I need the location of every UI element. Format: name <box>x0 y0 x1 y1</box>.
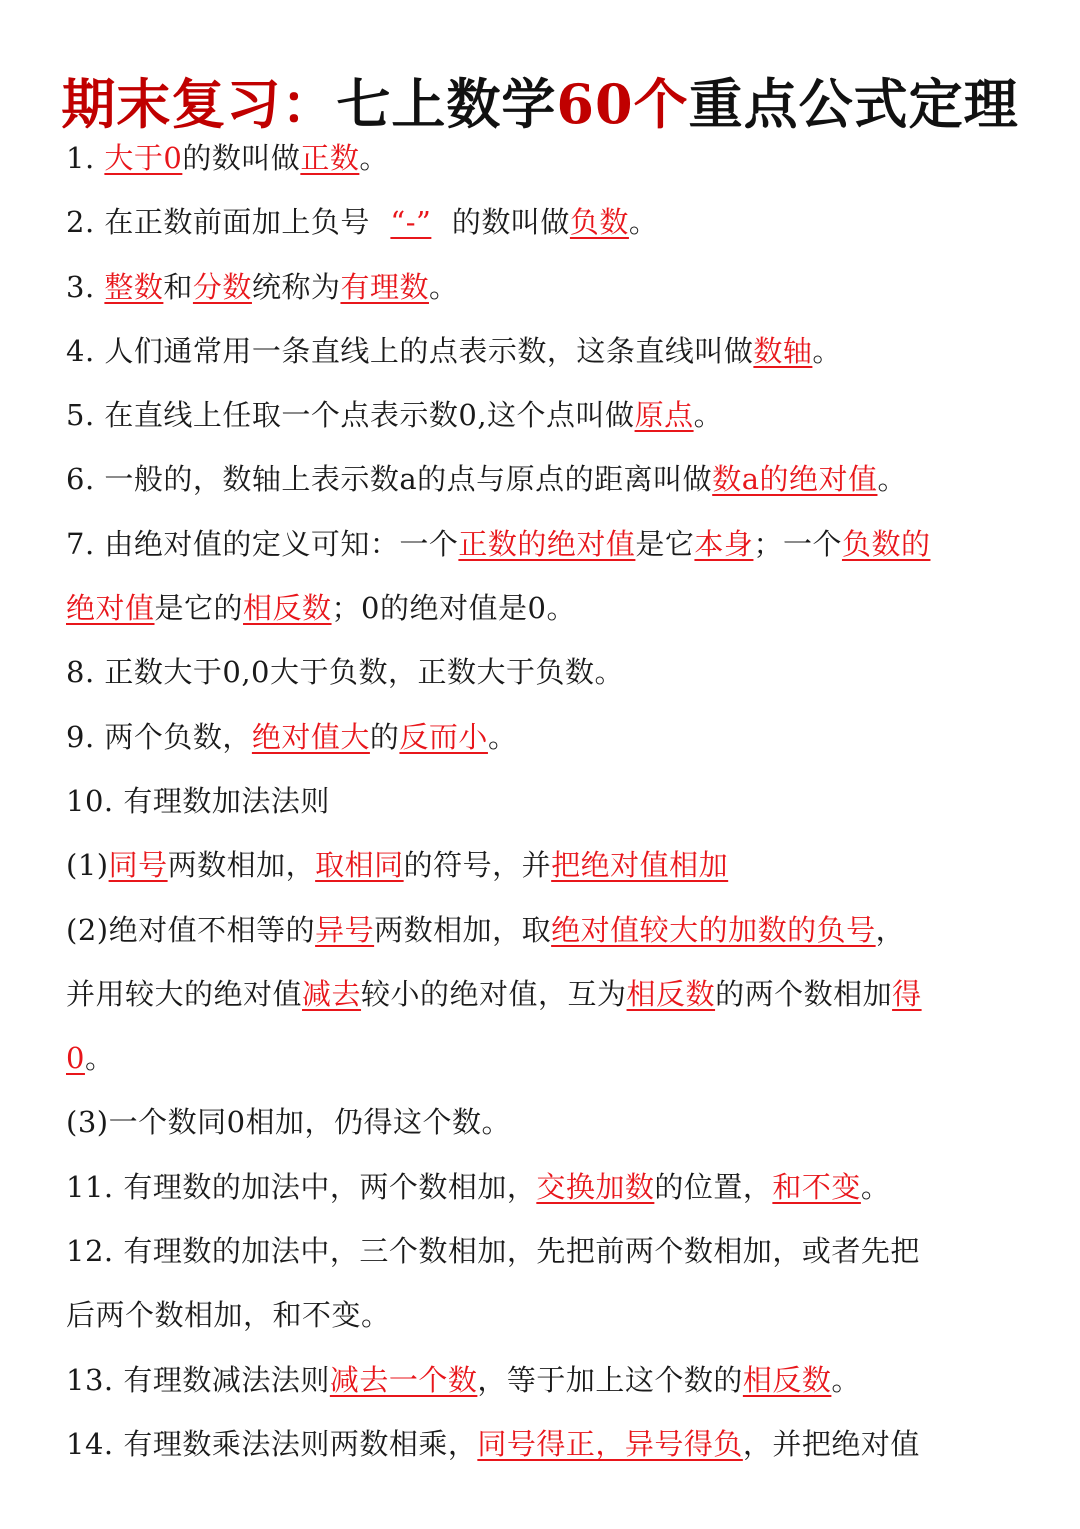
line-text: 。 <box>359 141 389 175</box>
line-text: 。 <box>860 1169 891 1204</box>
title-prefix: 期末复习： <box>61 72 337 136</box>
highlighted-term: 得 <box>892 976 922 1011</box>
text-line <box>66 1412 1026 1476</box>
highlighted-term: 分数 <box>192 269 252 304</box>
line-text: 6. 一般的，数轴上表示数a的点与原点的距离叫做 <box>66 462 713 497</box>
line-text: 是它 <box>635 526 695 561</box>
highlighted-term: “-” <box>390 205 432 240</box>
text-line <box>66 898 1026 962</box>
highlighted-term: 有理数 <box>340 269 429 304</box>
title-count: 60个 <box>556 72 689 136</box>
text-line <box>66 833 1026 897</box>
text-line <box>66 512 1026 576</box>
highlighted-term: 数轴 <box>753 333 813 368</box>
line-text: ，并把绝对值 <box>742 1426 920 1461</box>
title-suffix: 重点公式定理 <box>688 72 1019 136</box>
highlighted-term: 取相同 <box>315 848 404 883</box>
highlighted-term: 负数 <box>569 205 629 240</box>
line-text: 是它的 <box>154 591 244 626</box>
title-subject: 七上数学 <box>336 72 557 136</box>
text-line <box>66 1026 1026 1090</box>
formula-list <box>66 126 1026 1476</box>
highlighted-term: 原点 <box>634 398 694 433</box>
highlighted-term: 0 <box>66 1041 85 1076</box>
text-line <box>66 126 1026 190</box>
highlighted-term: 大于0 <box>104 141 183 175</box>
highlighted-term: 减去 <box>302 976 362 1011</box>
text-line <box>66 190 1026 254</box>
line-text: 。 <box>428 269 459 304</box>
line-text: 13. 有理数减法法则 <box>66 1362 330 1397</box>
line-text: 的位置， <box>654 1169 773 1204</box>
highlighted-term: 异号 <box>315 912 375 947</box>
line-text: 4. 人们通常用一条直线上的点表示数，这条直线叫做 <box>66 333 754 368</box>
text-line <box>66 962 1026 1026</box>
line-text: 9. 两个负数， <box>66 719 252 754</box>
text-line <box>66 640 1026 704</box>
highlighted-term: 相反数 <box>626 976 716 1011</box>
highlighted-term: 整数 <box>104 269 164 304</box>
text-line <box>66 447 1026 511</box>
highlighted-term: 减去一个数 <box>329 1362 478 1397</box>
line-text: 统称为 <box>251 269 341 304</box>
highlighted-term: 同号得正，异号得负 <box>477 1426 743 1461</box>
line-text: 1. <box>66 141 105 175</box>
line-text: 11. 有理数的加法中，两个数相加， <box>66 1169 537 1204</box>
highlighted-term: 相反数 <box>243 591 332 626</box>
line-text: 10. 有理数加法法则 <box>66 783 330 818</box>
highlighted-term: 同号 <box>108 848 168 883</box>
line-text: 8. 正数大于0,0大于负数，正数大于负数。 <box>66 655 625 690</box>
line-text: ；0的绝对值是0。 <box>331 591 576 626</box>
highlighted-term: 正数的绝对值 <box>458 526 636 561</box>
line-text: ；一个 <box>753 526 842 561</box>
text-line <box>66 1348 1026 1412</box>
text-line <box>66 1219 1026 1283</box>
highlighted-term: 绝对值较大的加数的负号 <box>551 912 876 947</box>
line-text: 。 <box>628 205 659 240</box>
highlighted-term: 和不变 <box>772 1169 861 1204</box>
line-text: 7. 由绝对值的定义可知：一个 <box>66 526 459 561</box>
highlighted-term: 数a的绝对值 <box>712 462 878 497</box>
text-line <box>66 705 1026 769</box>
text-line <box>66 383 1026 447</box>
line-text: ， <box>875 912 906 947</box>
line-text: 12. 有理数的加法中，三个数相加，先把前两个数相加，或者先把 <box>66 1234 920 1269</box>
line-text: 。 <box>487 719 518 754</box>
line-text: 的数叫做 <box>182 141 301 175</box>
line-text: 。 <box>877 462 907 497</box>
text-line <box>66 319 1026 383</box>
text-line <box>66 255 1026 319</box>
highlighted-term: 交换加数 <box>536 1169 655 1204</box>
text-line <box>66 576 1026 640</box>
line-text: 的两个数相加 <box>715 976 893 1011</box>
text-line <box>66 1155 1026 1219</box>
line-text: 。 <box>812 333 842 368</box>
highlighted-term: 反而小 <box>399 719 488 754</box>
line-text: (2)绝对值不相等的 <box>66 912 316 947</box>
line-text: 的 <box>369 719 400 754</box>
line-text: 并用较大的绝对值 <box>66 976 303 1011</box>
highlighted-term: 绝对值大 <box>251 719 370 754</box>
highlighted-term: 本身 <box>694 526 754 561</box>
line-text: (1) <box>66 848 109 883</box>
line-text: 较小的绝对值，互为 <box>361 976 627 1011</box>
line-text: 14. 有理数乘法法则两数相乘， <box>66 1426 478 1461</box>
line-text: 。 <box>84 1041 115 1076</box>
highlighted-term: 正数 <box>300 141 360 175</box>
line-text: 两数相加，取 <box>374 912 552 947</box>
line-text: 2. 在正数前面加上负号 <box>66 205 370 240</box>
text-line <box>66 769 1026 833</box>
line-text: 。 <box>831 1362 861 1397</box>
highlighted-term: 相反数 <box>742 1362 832 1397</box>
highlighted-term: 绝对值 <box>66 591 155 626</box>
line-text: 3. <box>66 269 105 304</box>
line-text: 。 <box>693 398 724 433</box>
line-text: 5. 在直线上任取一个点表示数0,这个点叫做 <box>66 398 635 433</box>
line-text: ，等于加上这个数的 <box>477 1362 743 1397</box>
text-line <box>66 1090 1026 1154</box>
line-text: 的数叫做 <box>451 205 570 240</box>
line-text: 的符号，并 <box>403 848 552 883</box>
highlighted-term: 把绝对值相加 <box>551 848 729 883</box>
line-text: 和 <box>163 269 193 304</box>
line-text: 两数相加， <box>167 848 316 883</box>
text-line <box>66 1283 1026 1347</box>
line-text: (3)一个数同0相加，仍得这个数。 <box>66 1105 512 1140</box>
highlighted-term: 负数的 <box>841 526 931 561</box>
line-text: 后两个数相加，和不变。 <box>66 1298 391 1333</box>
